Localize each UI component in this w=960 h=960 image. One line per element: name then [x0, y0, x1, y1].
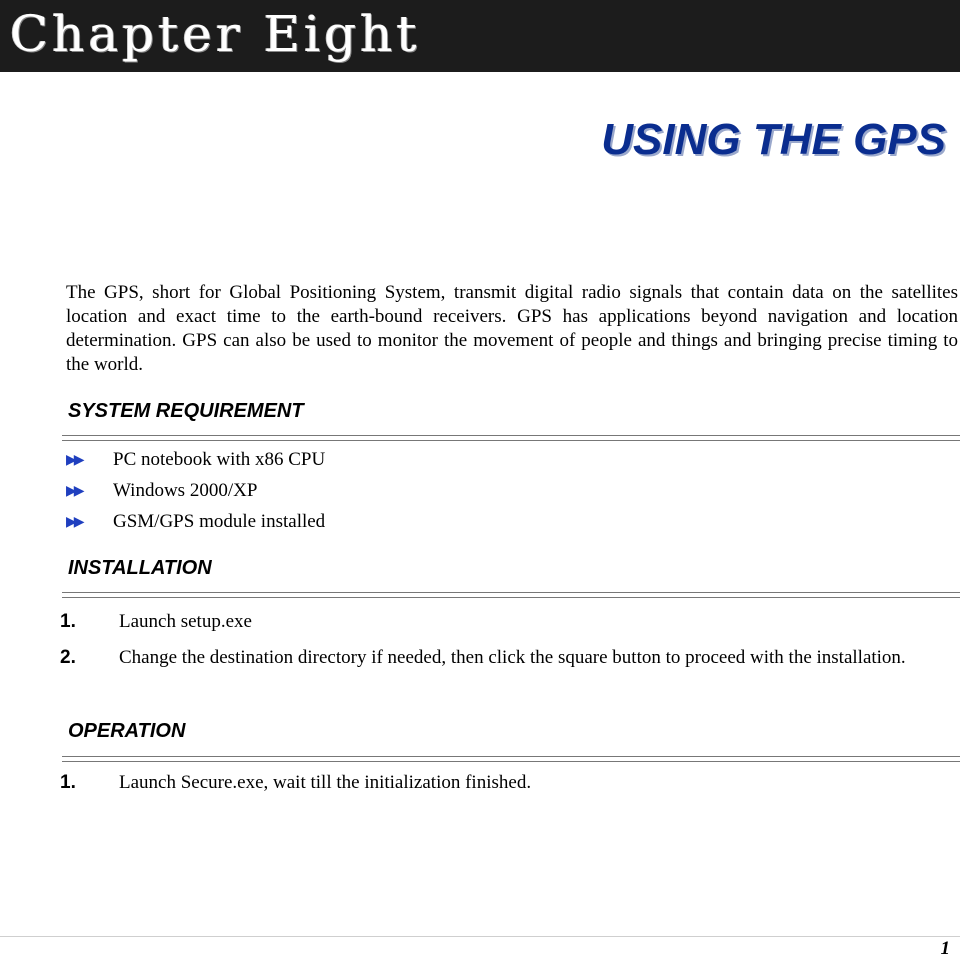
page-number: 1 — [940, 938, 950, 959]
step-number: 1. — [60, 611, 76, 632]
section-divider — [62, 756, 960, 762]
numbered-step — [60, 645, 958, 671]
numbered-step — [60, 770, 958, 796]
section-divider — [62, 435, 960, 441]
double-arrow-bullet-icon: ▶▶ — [66, 483, 82, 499]
step-text: Change the destination directory if needed, then click the square button to proceed with the installation. — [119, 647, 906, 668]
chapter-title: USING THE GPS — [601, 115, 946, 164]
section-heading-operation: OPERATION — [68, 720, 186, 742]
step-text: Launch setup.exe — [119, 611, 252, 632]
chapter-banner — [0, 0, 960, 72]
list-item-text: Windows 2000/XP — [113, 480, 258, 501]
double-arrow-bullet-icon: ▶▶ — [66, 514, 82, 530]
step-text: Launch Secure.exe, wait till the initialization finished. — [119, 772, 532, 793]
step-number: 2. — [60, 647, 76, 668]
chapter-banner-title: Chapter Eight — [10, 5, 421, 63]
list-item-text: GSM/GPS module installed — [113, 511, 326, 532]
list-item-text: PC notebook with x86 CPU — [113, 449, 326, 470]
step-number: 1. — [60, 772, 76, 793]
numbered-step — [60, 609, 958, 635]
footer-divider — [0, 936, 960, 937]
section-heading-installation: INSTALLATION — [68, 557, 212, 579]
double-arrow-bullet-icon: ▶▶ — [66, 452, 82, 468]
section-heading-system-requirement: SYSTEM REQUIREMENT — [68, 400, 304, 422]
intro-paragraph: The GPS, short for Global Positioning System, transmit digital radio signals that contain data on the satellites location and exact time to the earth-bound receivers. GPS has applications beyond navigation and location determination. GPS can also be used to monitor the movement of people and things and bringing precise timing to the world. — [66, 282, 958, 375]
section-divider — [62, 592, 960, 598]
